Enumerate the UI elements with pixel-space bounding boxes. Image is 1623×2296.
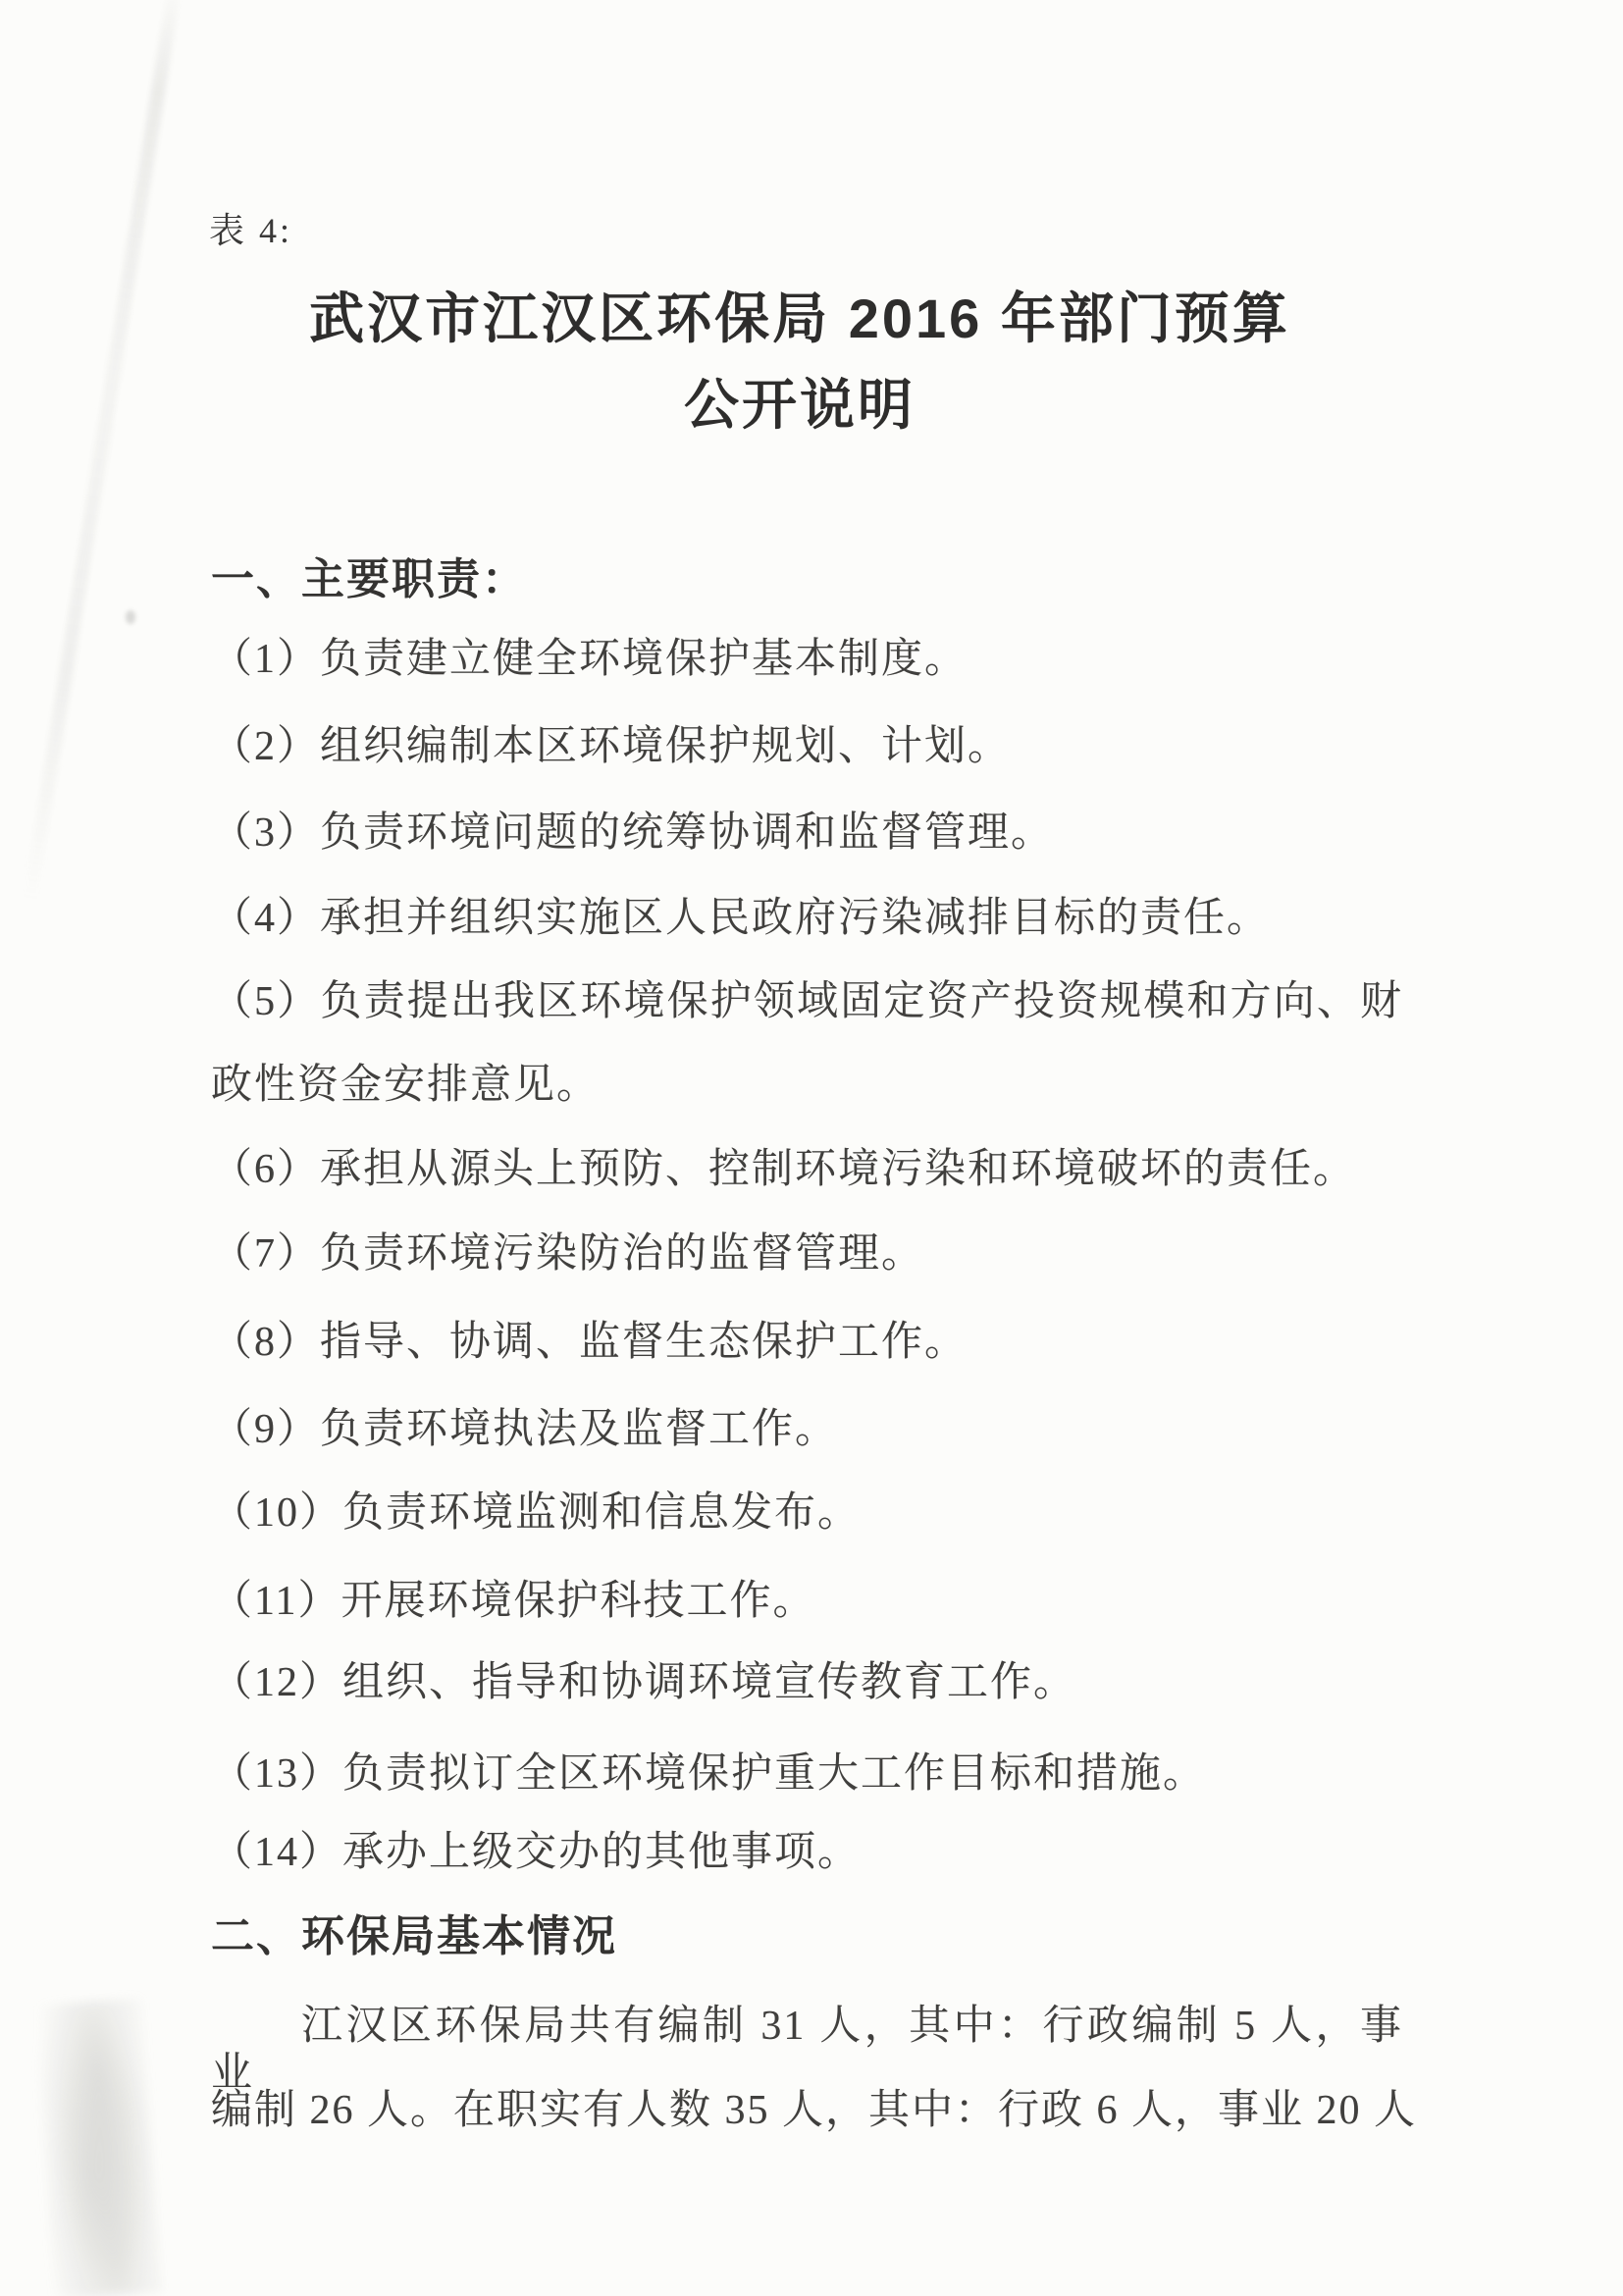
item-4: （4）承担并组织实施区人民政府污染减排目标的责任。 xyxy=(211,896,1271,941)
overview-paragraph-line-2: 编制 26 人。在职实有人数 35 人，其中：行政 6 人，事业 20 人 xyxy=(211,2088,1418,2133)
item-3: （3）负责环境问题的统筹协调和监督管理。 xyxy=(211,810,1055,856)
item-8: （8）指导、协调、监督生态保护工作。 xyxy=(211,1320,969,1365)
scan-streak-artifact xyxy=(23,0,182,902)
item-2: （2）组织编制本区环境保护规划、计划。 xyxy=(211,724,1012,769)
item-11: （11）开展环境保护科技工作。 xyxy=(211,1579,816,1624)
scan-speck-artifact xyxy=(126,610,135,624)
item-14: （14）承办上级交办的其他事项。 xyxy=(211,1830,862,1875)
overview-paragraph-line-1: 江汉区环保局共有编制 31 人，其中：行政编制 5 人，事业 xyxy=(211,2004,1403,2097)
scan-smudge-artifact xyxy=(34,1999,163,2296)
section-1-heading: 一、主要职责： xyxy=(211,555,527,603)
item-5-line-2: 政性资金安排意见。 xyxy=(211,1063,601,1108)
document-title-line1: 武汉市江汉区环保局 2016 年部门预算 xyxy=(309,287,1290,349)
item-1: （1）负责建立健全环境保护基本制度。 xyxy=(211,637,969,682)
item-9: （9）负责环境执法及监督工作。 xyxy=(211,1407,839,1452)
item-10: （10）负责环境监测和信息发布。 xyxy=(211,1490,862,1536)
table-label: 表 4: xyxy=(209,211,293,250)
item-12: （12）组织、指导和协调环境宣传教育工作。 xyxy=(211,1660,1077,1705)
item-13: （13）负责拟订全区环境保护重大工作目标和措施。 xyxy=(211,1751,1207,1797)
section-2-heading: 二、环保局基本情况 xyxy=(211,1912,617,1960)
item-7: （7）负责环境污染防治的监督管理。 xyxy=(211,1231,925,1277)
item-6: （6）承担从源头上预防、控制环境污染和环境破坏的责任。 xyxy=(211,1147,1357,1192)
document-title-line2: 公开说明 xyxy=(684,374,916,436)
item-5-line-1: （5）负责提出我区环境保护领域固定资产投资规模和方向、财 xyxy=(211,979,1403,1024)
